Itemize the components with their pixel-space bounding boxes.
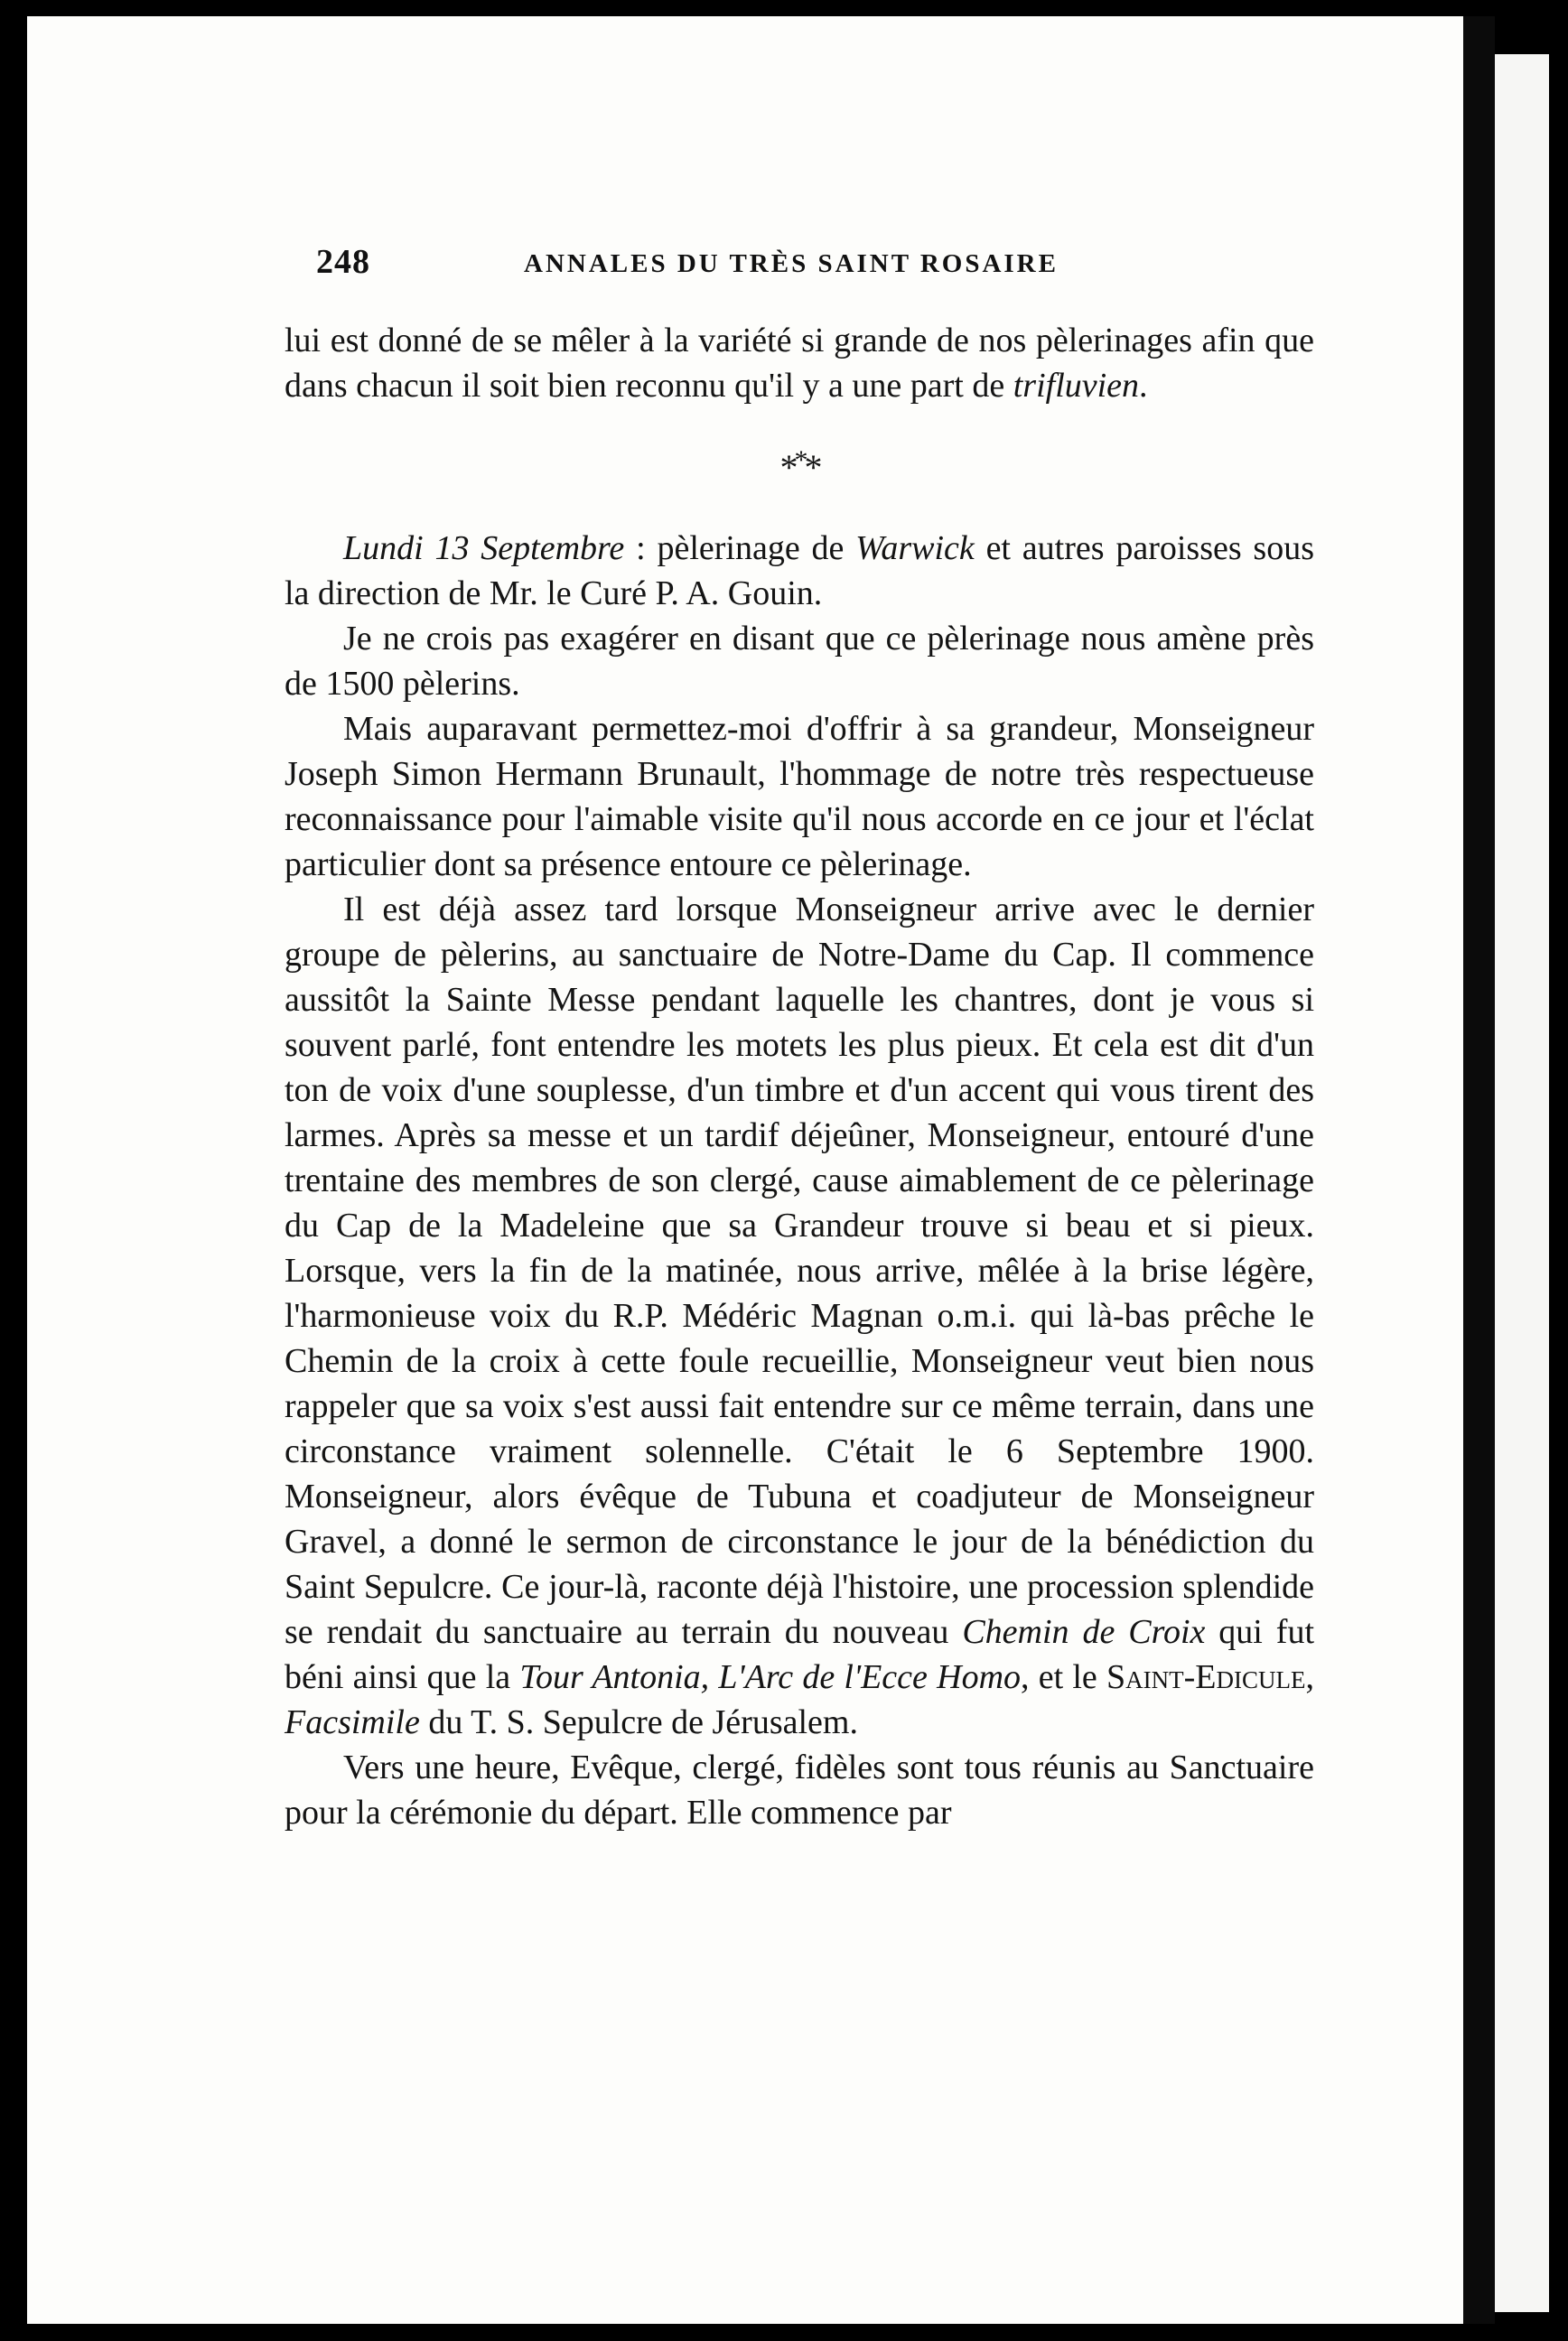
italic-term: trifluvien [1013, 367, 1140, 405]
paragraph: Je ne crois pas exagérer en disant que ce pèlerinage nous amène près de 1500 pèlerins. [285, 620, 1314, 703]
italic-term: Tour Antonia, L'Arc de l'Ecce Homo [519, 1658, 1022, 1696]
punctuation: . [1139, 367, 1148, 405]
paragraph-text: qui fut béni ainsi que la [285, 1613, 1315, 1696]
page-body [285, 318, 1314, 1835]
paragraph [285, 887, 1314, 1745]
paragraph-date-entry [285, 526, 1314, 616]
page-number: 248 [316, 243, 370, 281]
running-title: ANNALES DU TRÈS SAINT ROSAIRE [524, 249, 1059, 278]
paragraph-continuation [285, 318, 1314, 408]
place-name: Warwick [855, 529, 975, 567]
asterism-star: * [804, 447, 819, 488]
asterism-star: * [794, 445, 805, 475]
paragraph: Mais auparavant permettez-moi d'offrir à sa grandeur, Monseigneur Joseph Simon Hermann Brunault, l'hommage de notre très respectueuse reconnaissance pour l'aimable visite qu'il nous accorde en ce jour et l'éclat particulier dont sa présence entoure ce pèlerinage. [285, 710, 1314, 883]
paragraph-text: , et le [1021, 1658, 1107, 1696]
page-gutter-shadow [1463, 16, 1495, 2324]
paragraph-text: du T. S. Sepulcre de Jérusalem. [419, 1703, 858, 1741]
punctuation: , [1305, 1658, 1314, 1696]
paragraph-text: pèlerinage de [657, 529, 856, 567]
asterism-star: * [779, 447, 795, 488]
small-caps-term: Saint-Edicule [1106, 1658, 1306, 1696]
punctuation: : [624, 529, 658, 567]
entry-date: Lundi 13 Septembre [343, 529, 625, 567]
adjacent-page-edge [1495, 54, 1549, 2312]
asterism-separator [285, 443, 1314, 486]
paragraph-text: Il est déjà assez tard lorsque Monseigneur arrive avec le dernier groupe de pèlerins, au sanctuaire de Notre-Dame du Cap. Il commence aussitôt la Sainte Messe pendant laquelle les chantres, dont je vous si souvent parlé, font entendre les motets les plus pieux. Et cela est dit d'un ton de voix d'une souplesse, d'un timbre et d'un accent qui vous tirent des larmes. Après sa messe et un tardif déjeûner, Monseigneur, entouré d'une trentaine des membres de son clergé, cause aimablement de ce pèlerinage du Cap de la Madeleine que sa Grandeur trouve si beau et si pieux. Lorsque, vers la fin de la matinée, nous arrive, mêlée à la brise légère, l'harmonieuse voix du R.P. Médéric Magnan o.m.i. qui là-bas prêche le Chemin de la croix à cette foule recueillie, Monseigneur veut bien nous rappeler que sa voix s'est aussi fait entendre sur ce même terrain, dans une circonstance vraiment solennelle. C'était le 6 Septembre 1900. Monseigneur, alors évêque de Tubuna et coadjuteur de Monseigneur Gravel, a donné le sermon de circonstance le jour de la bénédiction du Saint Sepulcre. Ce jour-là, raconte déjà l'histoire, une procession splendide se rendait du sanctuaire au terrain du nouveau [285, 891, 1314, 1651]
page-header [316, 242, 1319, 296]
paragraph-text: et autres paroisses sous la direction de Mr. le Curé P. A. Gouin. [285, 529, 1315, 612]
italic-term: Chemin de Croix [962, 1613, 1206, 1651]
paragraph-text: lui est donné de se mêler à la variété si grande de nos pèlerinages afin que dans chacun il soit bien reconnu qu'il y a une part de [285, 322, 1314, 405]
paragraph: Vers une heure, Evêque, clergé, fidèles sont tous réunis au Sanctuaire pour la cérémonie du départ. Elle commence par [285, 1749, 1314, 1832]
italic-term: Facsimile [285, 1703, 420, 1741]
